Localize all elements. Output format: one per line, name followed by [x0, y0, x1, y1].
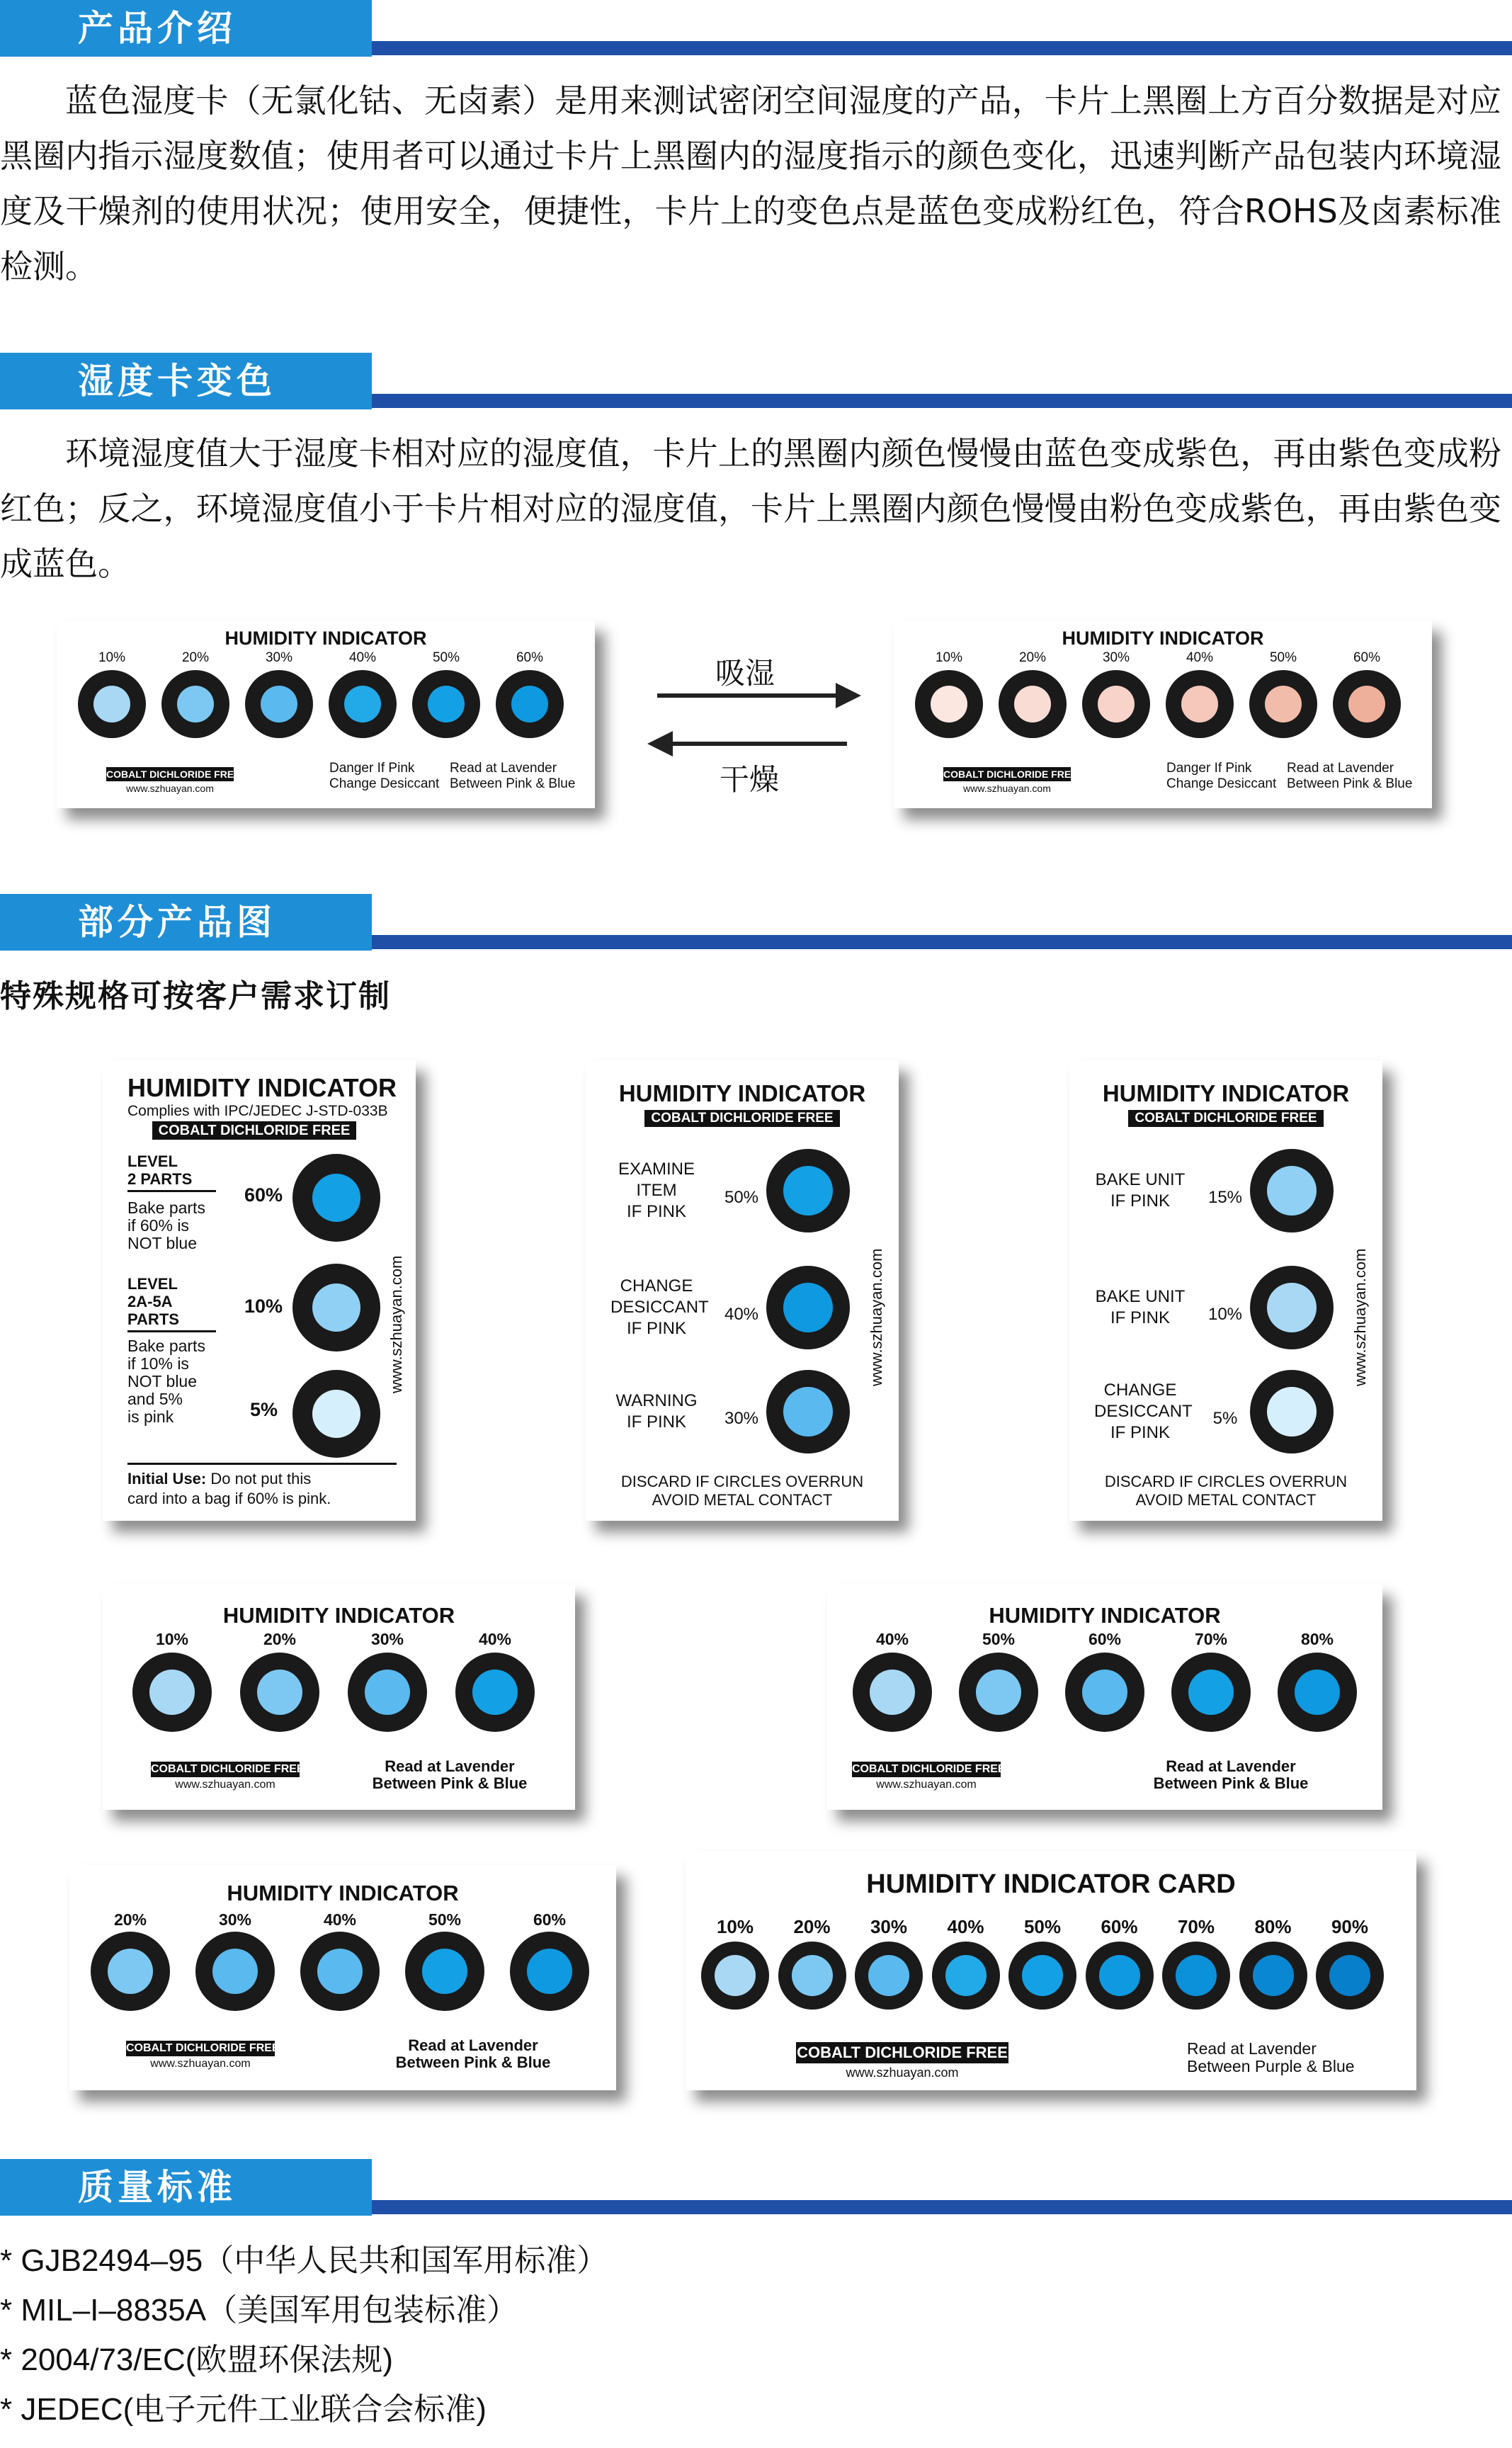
- level-label: LEVEL: [127, 1152, 178, 1170]
- custom-note: 特殊规格可按客户需求订制: [0, 978, 391, 1014]
- change-desiccant-label: Change Desiccant: [1166, 776, 1277, 791]
- indicator-dot: [1278, 1653, 1357, 1732]
- website-url: www.szhuayan.com: [876, 1779, 977, 1791]
- section-header-color-change: [0, 353, 1512, 409]
- website-url: www.szhuayan.com: [150, 2058, 251, 2070]
- cobalt-free-badge: COBALT DICHLORIDE FREE: [106, 769, 241, 780]
- danger-label: Danger If Pink: [1166, 761, 1252, 776]
- absorb-label: 吸湿: [715, 656, 775, 691]
- card-title: HUMIDITY INDICATOR: [1062, 628, 1264, 649]
- level-percent: 30%: [218, 1910, 252, 1929]
- indicator-dot: [240, 1653, 319, 1732]
- section-divider-bar: [372, 394, 1512, 408]
- indicator-dot: [1250, 1370, 1334, 1454]
- indicator-dot: [245, 670, 313, 738]
- level-percent: 50%: [432, 650, 460, 665]
- condition-label: CHANGE: [1103, 1381, 1177, 1400]
- level-percent: 30%: [870, 1916, 908, 1937]
- level-percent: 5%: [250, 1399, 278, 1420]
- website-url: www.szhuayan.com: [126, 783, 214, 794]
- level-percent: 40%: [348, 650, 377, 665]
- humidity-card-bake: [1069, 1060, 1382, 1521]
- website-url-vertical: www.szhuayan.com: [387, 1255, 405, 1393]
- initial-use-text: [127, 1470, 311, 1488]
- section-divider-bar: [372, 935, 1512, 949]
- between-pink-blue-label: Between Pink & Blue: [1153, 1774, 1309, 1792]
- complies-text: Complies with IPC/JEDEC J-STD-033B: [127, 1103, 388, 1119]
- level-percent: 20%: [1018, 650, 1047, 665]
- indicator-dot: [405, 1932, 484, 2011]
- read-lavender-label: Read at Lavender: [1166, 1757, 1296, 1775]
- website-url: www.szhuayan.com: [175, 1779, 275, 1791]
- indicator-dot: [778, 1942, 846, 2010]
- instruction-text: and 5%: [127, 1390, 183, 1408]
- level-percent: 50%: [724, 1188, 759, 1207]
- instruction-text: Bake parts: [127, 1337, 205, 1355]
- indicator-dot: [1166, 670, 1234, 738]
- indicator-dot: [999, 670, 1067, 738]
- level-percent: 60%: [516, 650, 544, 665]
- condition-label: DESICCANT: [1094, 1402, 1193, 1421]
- avoid-text: AVOID METAL CONTACT: [1135, 1491, 1317, 1509]
- level-percent: 10%: [98, 650, 126, 665]
- instruction-text: if 60% is: [127, 1216, 189, 1235]
- indicator-dot: [510, 1932, 589, 2011]
- cobalt-free-badge: COBALT DICHLORIDE FREE: [796, 2042, 1008, 2063]
- read-lavender-label: Read at Lavender: [450, 761, 557, 776]
- level-percent: 40%: [323, 1910, 357, 1929]
- color-change-paragraph: 环境湿度值大于湿度卡相对应的湿度值，卡片上的黑圈内颜色慢慢由蓝色变成紫色，再由紫色变成粉红色；反之，环境湿度值小于卡片相对应的湿度值，卡片上黑圈内颜色慢慢由粉色变成紫色，再由紫色变成蓝色。: [0, 434, 1501, 583]
- humidity-card-5dot-high: [827, 1585, 1382, 1810]
- level-percent: 5%: [1212, 1409, 1238, 1428]
- indicator-dot: [300, 1932, 380, 2011]
- level-percent: 50%: [1269, 650, 1297, 665]
- indicator-dot: [412, 670, 480, 738]
- danger-label: Danger If Pink: [329, 761, 415, 776]
- level-percent: 60%: [1101, 1916, 1138, 1937]
- read-lavender-label: Read at Lavender: [385, 1757, 515, 1775]
- level-percent: 30%: [370, 1630, 404, 1648]
- cobalt-free-badge: COBALT DICHLORIDE FREE: [1128, 1110, 1324, 1127]
- card-title: HUMIDITY INDICATOR CARD: [866, 1869, 1236, 1899]
- indicator-dot: [91, 1932, 170, 2011]
- indicator-dot: [766, 1149, 850, 1232]
- indicator-dot: [853, 1653, 932, 1732]
- indicator-dot: [292, 1264, 380, 1352]
- card-title: HUMIDITY INDICATOR: [989, 1603, 1221, 1628]
- read-lavender-label: Read at Lavender: [1287, 761, 1394, 776]
- level-label: LEVEL: [127, 1275, 178, 1293]
- website-url-vertical: www.szhuayan.com: [1351, 1248, 1369, 1386]
- between-pink-blue-label: Between Pink & Blue: [372, 1774, 528, 1792]
- level-percent: 20%: [263, 1630, 297, 1648]
- between-pink-blue-label: Between Pink & Blue: [450, 776, 576, 791]
- indicator-dot: [1086, 1942, 1154, 2010]
- indicator-dot: [1162, 1942, 1230, 2010]
- level-percent: 50%: [982, 1630, 1016, 1648]
- level-label: PARTS: [127, 1310, 179, 1328]
- indicator-dot: [932, 1942, 1000, 2010]
- condition-label: IF PINK: [1110, 1308, 1170, 1327]
- section-header-products: [0, 894, 1512, 951]
- discard-text: DISCARD IF CIRCLES OVERRUN: [620, 1473, 864, 1490]
- level-percent: 90%: [1331, 1916, 1369, 1937]
- section-title-intro: 产品介绍: [0, 0, 372, 57]
- cobalt-free-badge: COBALT DICHLORIDE FREE: [644, 1110, 840, 1127]
- intro-paragraph: 蓝色湿度卡（无氯化钴、无卤素）是用来测试密闭空间湿度的产品，卡片上黑圈上方百分数据是对应黑圈内指示湿度数值；使用者可以通过卡片上黑圈内的湿度指示的颜色变化，迅速判断产品包装内环境湿度及干燥剂的使用状况；使用安全，便捷性，卡片上的变色点是蓝色变成粉红色，符合ROHS及卤素标准检测。: [0, 81, 1501, 285]
- avoid-text: AVOID METAL CONTACT: [652, 1491, 833, 1509]
- absorb-arrow: [657, 693, 841, 698]
- condition-label: IF PINK: [626, 1412, 686, 1432]
- level-percent: 40%: [1186, 650, 1214, 665]
- initial-use-line: card into a bag if 60% is pink.: [127, 1490, 331, 1507]
- level-percent: 70%: [1177, 1916, 1215, 1937]
- standard-item: * 2004/73/EC(欧盟环保法规): [0, 2342, 394, 2377]
- level-percent: 80%: [1254, 1916, 1292, 1937]
- level-percent: 60%: [533, 1910, 567, 1929]
- indicator-dot: [78, 670, 146, 738]
- change-desiccant-label: Change Desiccant: [329, 776, 440, 791]
- humidity-card-jedec: [103, 1060, 416, 1521]
- indicator-dot: [855, 1942, 923, 2010]
- section-divider-bar: [372, 2200, 1512, 2214]
- divider: [127, 1190, 216, 1192]
- discard-text: DISCARD IF CIRCLES OVERRUN: [1104, 1473, 1348, 1490]
- level-percent: 60%: [1353, 650, 1381, 665]
- dry-label: 干燥: [720, 762, 780, 797]
- level-percent: 60%: [244, 1184, 283, 1206]
- level-percent: 10%: [1207, 1305, 1243, 1324]
- website-url: www.szhuayan.com: [963, 783, 1051, 794]
- condition-label: WARNING: [615, 1391, 698, 1410]
- indicator-dot: [766, 1370, 850, 1454]
- between-pink-blue-label: Between Pink & Blue: [395, 2053, 551, 2071]
- initial-use-line: Do not put this: [206, 1470, 312, 1488]
- indicator-dot: [1333, 670, 1401, 738]
- level-percent: 40%: [724, 1305, 759, 1324]
- level-percent: 30%: [265, 650, 293, 665]
- indicator-dot: [1239, 1942, 1307, 2010]
- card-title: HUMIDITY INDICATOR: [222, 1603, 455, 1628]
- level-percent: 70%: [1194, 1630, 1228, 1648]
- indicator-dot: [1250, 1266, 1334, 1349]
- between-purple-blue-label: Between Purple & Blue: [1187, 2057, 1355, 2075]
- humidity-card-blue: [57, 620, 595, 808]
- standard-item: * MIL–I–8835A（美国军用包装标准）: [0, 2293, 518, 2328]
- level-percent: 20%: [181, 650, 210, 665]
- standard-item: * GJB2494–95（中华人民共和国军用标准）: [0, 2243, 608, 2278]
- humidity-card-4dot: [103, 1585, 575, 1810]
- humidity-card-5dot: [69, 1865, 616, 2090]
- condition-label: BAKE UNIT: [1095, 1287, 1186, 1306]
- indicator-dot: [455, 1653, 535, 1732]
- website-url-vertical: www.szhuayan.com: [868, 1248, 885, 1386]
- section-header-quality: [0, 2159, 1512, 2216]
- arrow-left-icon: [647, 731, 673, 756]
- indicator-dot: [1316, 1942, 1384, 2010]
- indicator-dot: [1249, 670, 1317, 738]
- condition-label: ITEM: [636, 1181, 677, 1200]
- level-percent: 60%: [1088, 1630, 1122, 1648]
- instruction-text: Bake parts: [127, 1198, 205, 1217]
- level-percent: 30%: [724, 1409, 759, 1428]
- section-divider-bar: [372, 41, 1512, 55]
- section-header-intro: [0, 0, 1512, 57]
- indicator-dot: [1082, 670, 1150, 738]
- indicator-dot: [701, 1942, 769, 2010]
- section-title-color-change: 湿度卡变色: [0, 353, 372, 409]
- card-title: HUMIDITY INDICATOR: [1102, 1080, 1350, 1106]
- level-percent: 40%: [947, 1916, 984, 1937]
- level-label: 2 PARTS: [127, 1170, 193, 1188]
- instruction-text: NOT blue: [127, 1234, 198, 1252]
- indicator-dot: [329, 670, 397, 738]
- instruction-text: NOT blue: [127, 1372, 198, 1390]
- indicator-dot: [915, 670, 983, 738]
- condition-label: IF PINK: [1110, 1191, 1170, 1211]
- level-percent: 10%: [155, 1630, 189, 1648]
- condition-label: BAKE UNIT: [1095, 1170, 1186, 1189]
- level-percent: 10%: [935, 650, 963, 665]
- indicator-dot: [292, 1370, 380, 1458]
- read-lavender-label: Read at Lavender: [408, 2036, 538, 2054]
- indicator-dot: [1008, 1942, 1076, 2010]
- initial-use-label: Initial Use:: [127, 1470, 207, 1488]
- indicator-dot: [292, 1154, 380, 1242]
- level-percent: 30%: [1102, 650, 1130, 665]
- level-percent: 20%: [793, 1916, 831, 1937]
- level-percent: 15%: [1207, 1188, 1243, 1207]
- indicator-dot: [1065, 1653, 1144, 1732]
- divider: [127, 1463, 397, 1465]
- level-label: 2A-5A: [127, 1293, 173, 1310]
- level-percent: 10%: [244, 1296, 283, 1317]
- level-percent: 50%: [428, 1910, 462, 1929]
- level-percent: 40%: [875, 1630, 909, 1648]
- cobalt-free-badge: COBALT DICHLORIDE FREE: [126, 2041, 275, 2056]
- card-title: HUMIDITY INDICATOR: [224, 628, 427, 649]
- arrow-right-icon: [836, 683, 861, 708]
- condition-label: CHANGE: [620, 1276, 693, 1296]
- condition-label: IF PINK: [1110, 1423, 1170, 1442]
- dry-arrow: [663, 742, 847, 746]
- condition-label: IF PINK: [626, 1202, 686, 1221]
- cobalt-free-badge: COBALT DICHLORIDE FREE: [943, 769, 1078, 780]
- level-percent: 40%: [478, 1630, 512, 1648]
- section-title-products: 部分产品图: [0, 894, 372, 951]
- indicator-dot: [496, 670, 564, 738]
- cobalt-free-badge: COBALT DICHLORIDE FREE: [852, 1762, 1001, 1777]
- indicator-dot: [766, 1266, 850, 1349]
- read-lavender-label: Read at Lavender: [1187, 2039, 1317, 2058]
- indicator-dot: [132, 1653, 212, 1732]
- section-title-quality: 质量标准: [0, 2159, 372, 2216]
- cobalt-free-badge: COBALT DICHLORIDE FREE: [152, 1121, 356, 1140]
- indicator-dot: [348, 1653, 427, 1732]
- indicator-dot: [1250, 1149, 1334, 1232]
- card-title: HUMIDITY INDICATOR: [127, 1073, 397, 1102]
- website-url: www.szhuayan.com: [846, 2066, 959, 2080]
- condition-label: DESICCANT: [610, 1298, 709, 1317]
- card-title: HUMIDITY INDICATOR: [618, 1080, 866, 1106]
- indicator-dot: [195, 1932, 275, 2011]
- level-percent: 20%: [113, 1910, 147, 1929]
- humidity-indicator-card-9dot: [686, 1851, 1416, 2090]
- condition-label: IF PINK: [626, 1319, 686, 1338]
- humidity-card-pink: [894, 620, 1432, 808]
- humidity-card-examine: [586, 1060, 899, 1521]
- condition-label: EXAMINE: [618, 1160, 695, 1179]
- instruction-text: is pink: [127, 1407, 174, 1426]
- card-title: HUMIDITY INDICATOR: [227, 1881, 459, 1905]
- level-percent: 80%: [1300, 1630, 1334, 1648]
- indicator-dot: [959, 1653, 1038, 1732]
- divider: [127, 1330, 216, 1332]
- indicator-dot: [1171, 1653, 1251, 1732]
- cobalt-free-badge: COBALT DICHLORIDE FREE: [151, 1762, 300, 1777]
- level-percent: 10%: [716, 1916, 754, 1937]
- standard-item: * JEDEC(电子元件工业联合会标准): [0, 2392, 487, 2427]
- indicator-dot: [161, 670, 229, 738]
- between-pink-blue-label: Between Pink & Blue: [1287, 776, 1413, 791]
- level-percent: 50%: [1023, 1916, 1062, 1937]
- instruction-text: if 10% is: [127, 1354, 189, 1373]
